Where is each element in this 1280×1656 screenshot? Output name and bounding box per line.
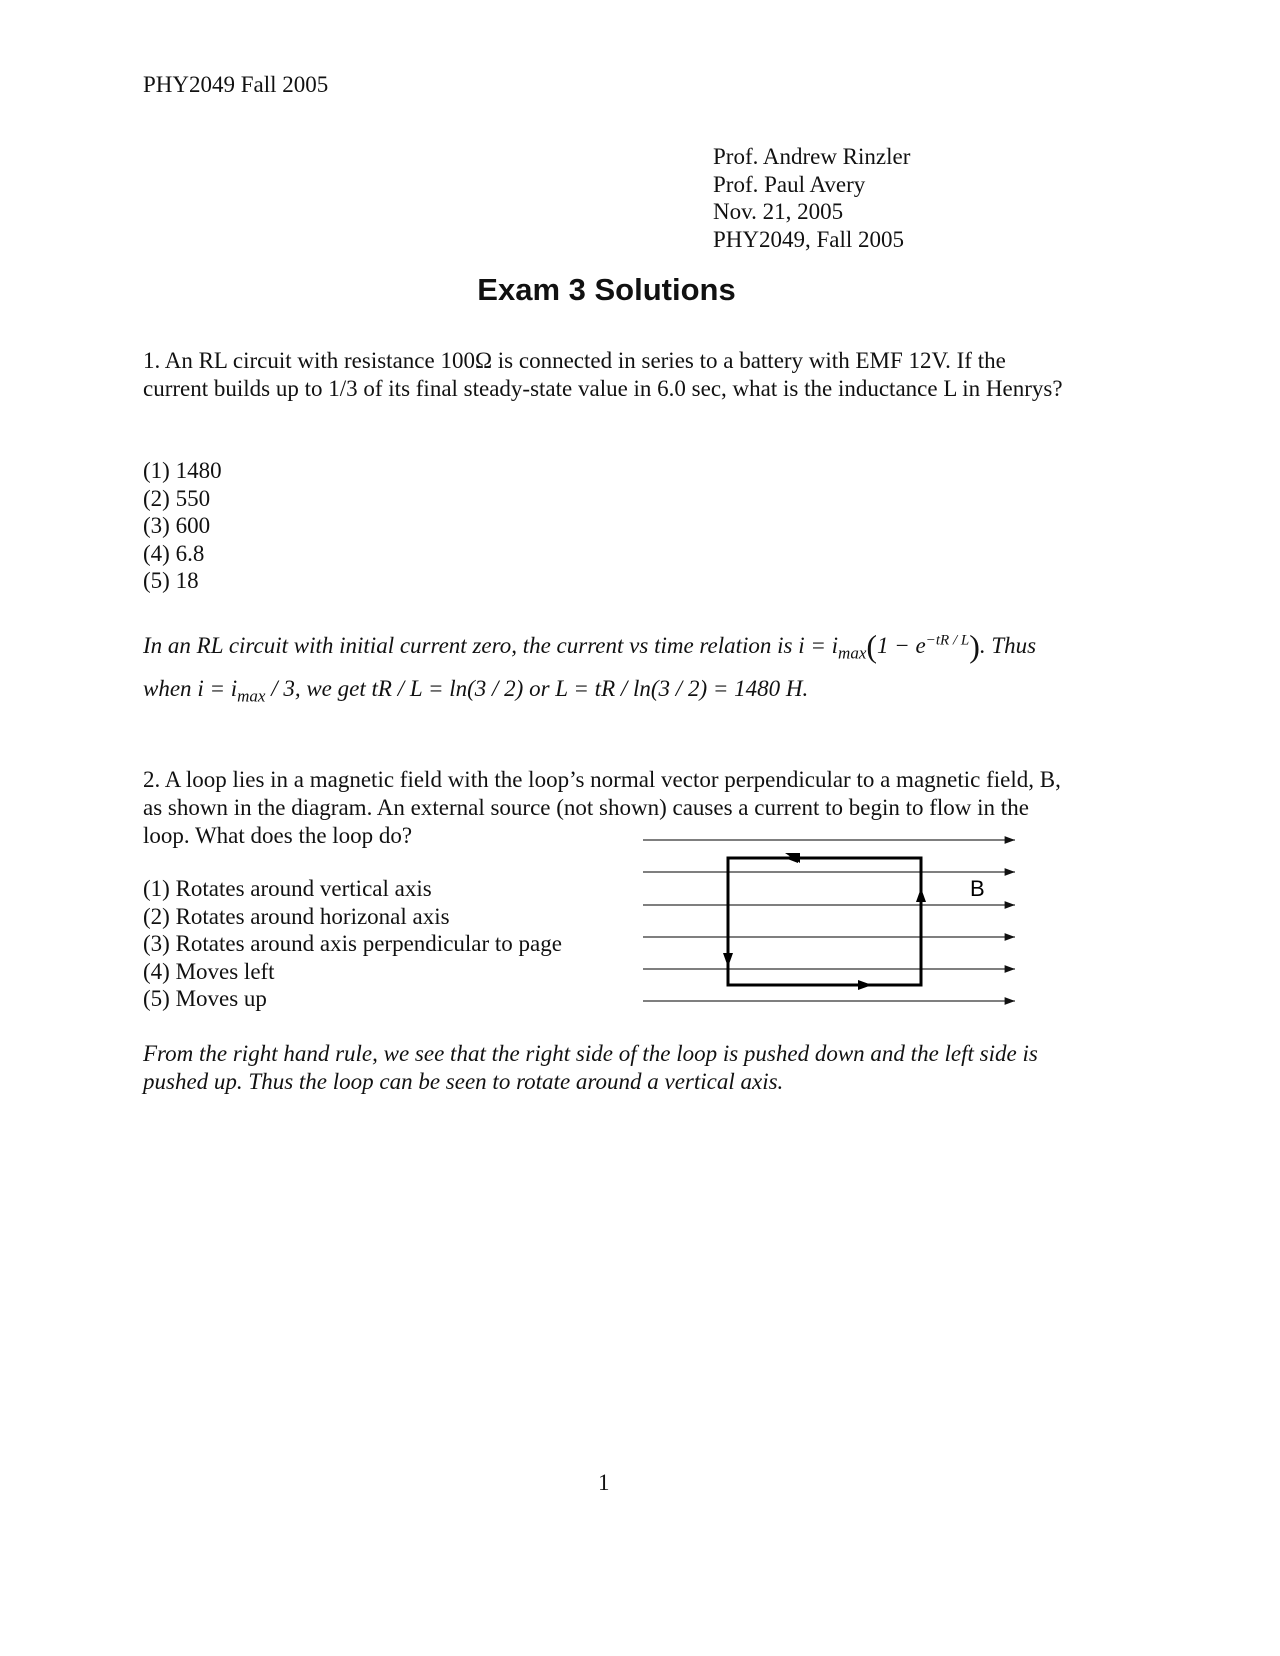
question-1-text: 1. An RL circuit with resistance 100Ω is connected in series to a battery with EMF 12V. If the current builds up to 1/3 of its final steady-state value in 6.0 sec, what is the inductance L in Henrys? (143, 348, 1063, 401)
arrow-right-icon (858, 980, 872, 990)
current-loop (728, 858, 921, 985)
option: (3) Rotates around axis perpendicular to page (143, 931, 562, 956)
solution-text: . Thus (979, 633, 1037, 658)
info-line: PHY2049, Fall 2005 (713, 226, 905, 252)
question-2-options (143, 875, 613, 1013)
page-number: 1 (598, 1470, 610, 1495)
page-title: Exam 3 Solutions (477, 272, 736, 307)
arrow-up-icon (916, 888, 926, 902)
question-1-options (143, 457, 1073, 595)
field-label: B (970, 876, 985, 901)
solution-text: In an RL circuit with initial current zero, the current vs time relation is (143, 633, 799, 658)
option: (5) 18 (143, 568, 199, 593)
option: (4) 6.8 (143, 540, 205, 566)
loop-diagram (640, 830, 1030, 1010)
option: (4) Moves left (143, 958, 275, 984)
exam-info (713, 143, 910, 253)
equation: $i = i_{max}(1 - e^{-tR / L})$ (798, 628, 980, 664)
option: (3) 600 (143, 513, 211, 538)
solution-2: From the right hand rule, we see that the right side of the loop is pushed down and the left side is pushed up. Thus the loop can be seen to rotate around a vertical axis. (143, 1041, 1038, 1094)
option: (2) Rotates around horizonal axis (143, 903, 450, 929)
solution-1-line-2: when $i = i_{max} / 3$, we get tR / L = ln(3 / 2) or L = tR / ln(3 / 2) = 1480 H. (143, 676, 809, 706)
arrow-down-icon (723, 953, 733, 967)
option: (2) 550 (143, 485, 211, 511)
info-line: Prof. Paul Avery (713, 171, 866, 197)
info-line: Nov. 21, 2005 (713, 199, 844, 224)
option: (5) Moves up (143, 986, 267, 1011)
question-2-text: 2. A loop lies in a magnetic field with the loop’s normal vector perpendicular to a magnetic field, B, as shown in the diagram. An external source (not shown) causes a current to begin to flow in the loop. What does the loop do? (143, 767, 1061, 848)
info-line: Prof. Andrew Rinzler (713, 144, 911, 169)
option: (1) Rotates around vertical axis (143, 876, 432, 901)
field-lines (643, 840, 1015, 1001)
option: (1) 1480 (143, 458, 222, 483)
course-header: PHY2049 Fall 2005 (143, 72, 329, 97)
solution-1-line-1 (143, 628, 1036, 665)
